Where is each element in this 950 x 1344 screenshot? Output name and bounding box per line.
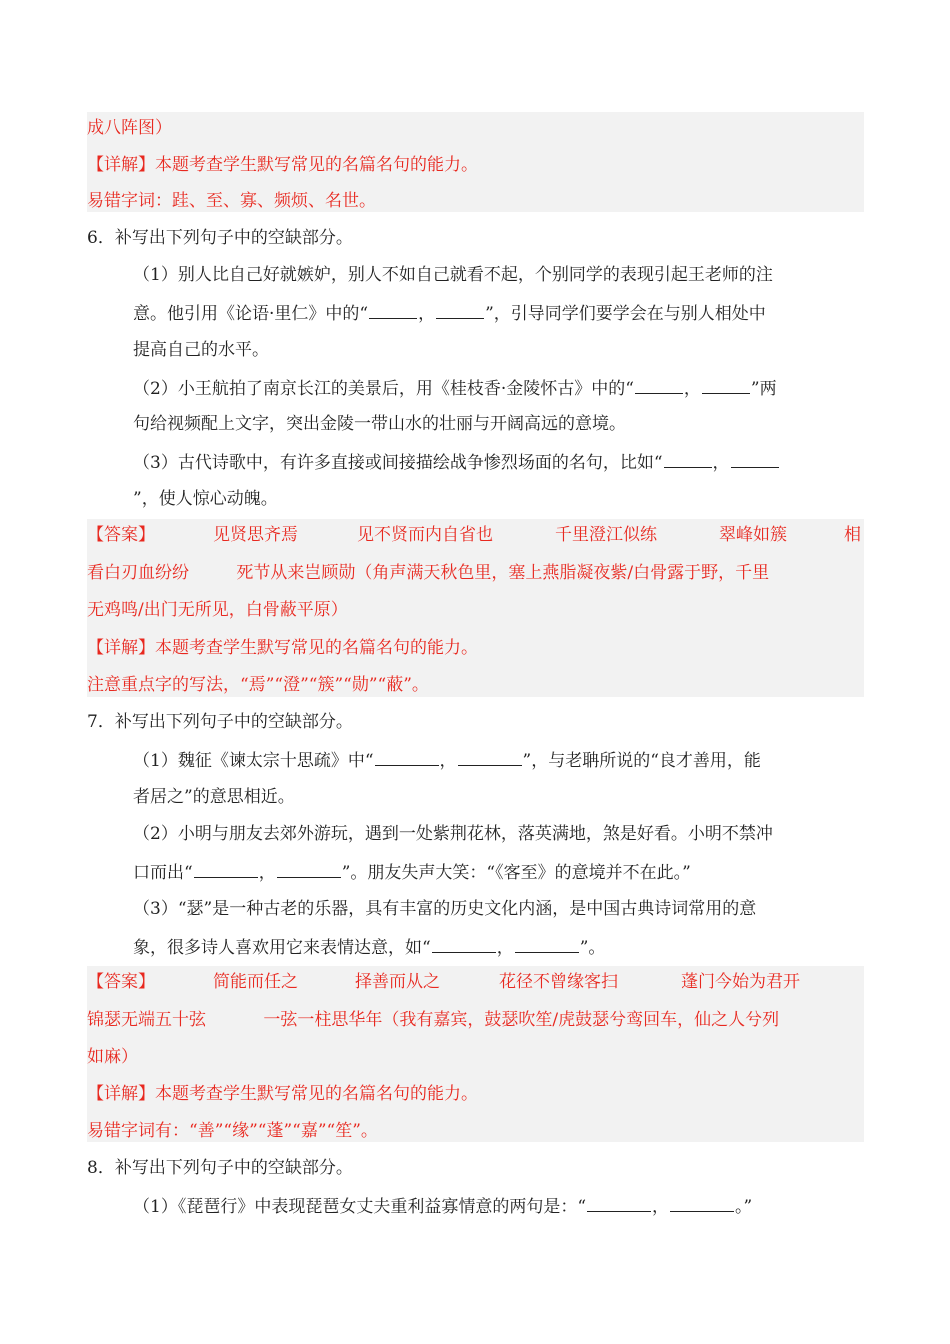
text: 意。他引用《论语·里仁》中的“ — [133, 304, 369, 324]
q7-part1-line2: 者居之”的意思相近。 — [133, 787, 295, 807]
text: ， — [712, 453, 730, 473]
q6-part3-line1 — [133, 449, 780, 475]
q6-answer-line2 — [87, 561, 769, 585]
q6-part1-line3: 提高自己的水平。 — [133, 340, 269, 360]
text: ”，引导同学们要学会在与别人相处中 — [485, 304, 766, 324]
text: 。” — [735, 1197, 753, 1217]
text: ”。朋友失声大笑：“《客至》的意境并不在此。” — [341, 863, 691, 883]
fill-blank — [277, 859, 341, 878]
answer-tag: 【答案】 — [87, 972, 155, 992]
question-8-stem: 8．补写出下列句子中的空缺部分。 — [87, 1158, 353, 1178]
fill-blank — [432, 934, 496, 953]
answer-item: 千里澄江似练 — [555, 525, 657, 545]
text: 象，很多诗人喜欢用它来表情达意，如“ — [133, 938, 431, 958]
q6-answer-line1 — [87, 523, 864, 547]
fill-blank — [702, 375, 750, 394]
q7-answer-line3: 如麻） — [87, 1047, 138, 1067]
q6-part3-line2: ”，使人惊心动魄。 — [133, 489, 278, 509]
q6-part1-line1: （1）别人比自己好就嫉妒，别人不如自己就看不起，个别同学的表现引起王老师的注 — [133, 265, 773, 285]
fill-blank — [731, 449, 779, 468]
detail-line-q7 — [87, 1082, 478, 1106]
answer-item: 翠峰如簇 — [719, 525, 787, 545]
text: ， — [496, 938, 514, 958]
fill-blank — [194, 859, 258, 878]
answer-tag: 【答案】 — [87, 525, 155, 545]
q6-part1-line2 — [133, 300, 766, 326]
text: ， — [439, 751, 457, 771]
answer-item: 择善而从之 — [355, 972, 440, 992]
detail-line-q6 — [87, 636, 478, 660]
text: ， — [418, 304, 436, 324]
fill-blank — [515, 934, 579, 953]
answer-item: 锦瑟无端五十弦 — [87, 1010, 206, 1030]
detail-text: 本题考查学生默写常见的名篇名句的能力。 — [155, 155, 478, 175]
error-note-q6: 注意重点字的写法，“焉”“澄”“簇”“勋”“蔽”。 — [87, 675, 429, 695]
answer-item: 简能而任之 — [213, 972, 298, 992]
error-note-q5: 易错字词：跬、至、寡、频烦、名世。 — [87, 191, 376, 211]
text: ， — [652, 1197, 670, 1217]
text: 口而出“ — [133, 863, 193, 883]
text: ”，与老聃所说的“良才善用，能 — [522, 751, 761, 771]
q7-answer-line1 — [87, 970, 864, 994]
detail-text: 本题考查学生默写常见的名篇名句的能力。 — [155, 638, 478, 658]
fill-blank — [635, 375, 683, 394]
text: （1）《琵琶行》中表现琵琶女丈夫重利益寡情意的两句是：“ — [133, 1197, 587, 1217]
question-7-stem: 7．补写出下列句子中的空缺部分。 — [87, 712, 353, 732]
answer-item: 花径不曾缘客扫 — [499, 972, 618, 992]
question-6-stem: 6．补写出下列句子中的空缺部分。 — [87, 228, 353, 248]
fill-blank — [587, 1193, 651, 1212]
fill-blank — [369, 300, 417, 319]
answer-item: 相 — [844, 525, 861, 545]
answer-item: 见贤思齐焉 — [213, 525, 298, 545]
q6-part2-line2: 句给视频配上文字，突出金陵一带山水的壮丽与开阔高远的意境。 — [133, 414, 626, 434]
answer-item: 蓬门今始为君开 — [681, 972, 800, 992]
q7-answer-line2 — [87, 1008, 779, 1032]
error-note-q7: 易错字词有：“善”“缘”“蓬”“嘉”“笙”。 — [87, 1121, 378, 1141]
fill-blank — [664, 449, 712, 468]
q8-part1-line1 — [133, 1193, 752, 1219]
q6-answer-line3: 无鸡鸣/出门无所见，白骨蔽平原） — [87, 600, 348, 620]
q7-part3-line2 — [133, 934, 605, 960]
fill-blank — [670, 1193, 734, 1212]
q7-part2-line1: （2）小明与朋友去郊外游玩，遇到一处紫荆花林，落英满地，煞是好看。小明不禁冲 — [133, 824, 773, 844]
detail-tag: 【详解】 — [87, 155, 155, 175]
fill-blank — [436, 300, 484, 319]
q6-part2-line1 — [133, 375, 777, 401]
text: （1）魏征《谏太宗十思疏》中“ — [133, 751, 374, 771]
fill-blank — [458, 747, 522, 766]
text: ， — [683, 379, 701, 399]
answer-item: 见不贤而内自省也 — [357, 525, 493, 545]
text: ”。 — [579, 938, 606, 958]
q7-part1-line1 — [133, 747, 761, 773]
text: ， — [258, 863, 276, 883]
detail-text: 本题考查学生默写常见的名篇名句的能力。 — [155, 1084, 478, 1104]
detail-tag: 【详解】 — [87, 1084, 155, 1104]
answer-continuation: 成八阵图） — [87, 118, 172, 138]
answer-item: 一弦一柱思华年（我有嘉宾，鼓瑟吹笙/虎鼓瑟兮鸾回车，仙之人兮列 — [263, 1010, 780, 1030]
detail-tag: 【详解】 — [87, 638, 155, 658]
answer-item: 看白刃血纷纷 — [87, 563, 189, 583]
detail-line-q5 — [87, 153, 478, 177]
text: （3）古代诗歌中，有许多直接或间接描绘战争惨烈场面的名句，比如“ — [133, 453, 663, 473]
q7-part3-line1: （3）“瑟”是一种古老的乐器，具有丰富的历史文化内涵，是中国古典诗词常用的意 — [133, 899, 757, 919]
answer-item: 死节从来岂顾勋（角声满天秋色里，塞上燕脂凝夜紫/白骨露于野，千里 — [236, 563, 770, 583]
fill-blank — [375, 747, 439, 766]
text: ”两 — [750, 379, 777, 399]
q7-part2-line2 — [133, 859, 691, 885]
text: （2）小王航拍了南京长江的美景后，用《桂枝香·金陵怀古》中的“ — [133, 379, 634, 399]
